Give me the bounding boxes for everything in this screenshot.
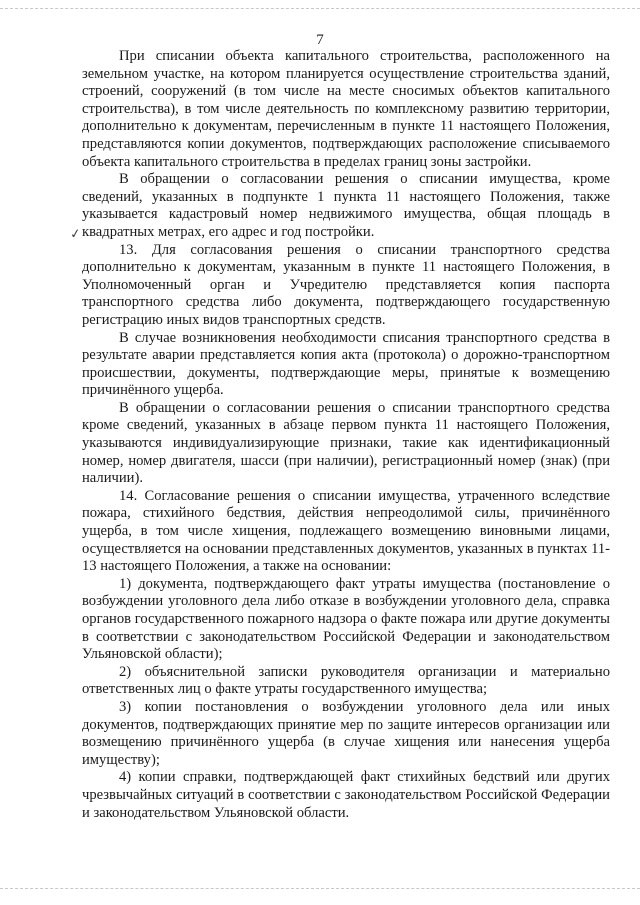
list-item-4: 4) копии справки, подтверждающей факт стихийных бедствий или других чрезвычайных ситуаций в соответствии с законодательством Российской Федерации и законодательством Ульяновской области. [82, 769, 610, 821]
paragraph-item-13: 13. Для согласования решения о списании транспортного средства дополнительно к документам, указанным в пункте 11 настоящего Положения, в Уполномоченный орган и Учредителю представляется копия паспорта транспортного средства либо документа, подтверждающего государственную регистрацию иных видов транспортных средств. [82, 241, 610, 328]
handwritten-check-mark: ✓ [68, 225, 82, 242]
scan-edge-bottom [0, 888, 640, 889]
paragraph-real-estate-request: В обращении о согласовании решения о списании имущества, кроме сведений, указанных в подпункте 1 пункта 11 настоящего Положения, также указывается кадастровый номер недвижимого имущества, общая площадь в квадратных метрах, его адрес и год постройки. [82, 171, 610, 240]
paragraph-item-14: 14. Согласование решения о списании имущества, утраченного вследствие пожара, стихийного бедствия, действия непреодолимой силы, причинённого ущерба, в том числе хищения, подлежащего возмещению виновными лицами, осуществляется на основании представленных документов, указанных в пунктах 11-13 настоящего Положения, а также на основании: [82, 487, 610, 575]
paragraph-capital-construction: При списании объекта капитального строительства, расположенного на земельном участке, на котором планируется осуществление строительства зданий, строений, сооружений (в том числе на месте сносимых объектов капитального строительства), в том числе деятельность по комплексному развитию территории, дополнительно к документам, перечисленным в пункте 11 настоящего Положения, представляются копии документов, подтверждающих расположение списываемого объекта капитального строительства в пределах границ зоны застройки. [82, 48, 610, 170]
document-body [82, 48, 610, 822]
list-item-2: 2) объяснительной записки руководителя организации и материально ответственных лиц о факте утраты государственного имущества; [82, 663, 610, 698]
paragraph-accident: В случае возникновения необходимости списания транспортного средства в результате аварии представляется копия акта (протокола) о дорожно-транспортном происшествии, документы, подтверждающие меры, принятые к возмещению причинённого ущерба. [82, 329, 610, 399]
page-number: 7 [316, 32, 324, 48]
paragraph-vehicle-request: В обращении о согласовании решения о списании транспортного средства кроме сведений, указанных в абзаце первом пункта 11 настоящего Положения, указываются индивидуализирующие признаки, такие как идентификационный номер, номер двигателя, шасси (при наличии), регистрационный номер (знак) (при наличии). [82, 399, 610, 487]
list-item-1: 1) документа, подтверждающего факт утраты имущества (постановление о возбуждении уголовного дела либо отказе в возбуждении уголовного дела, справка органов государственного пожарного надзора о факте пожара или другие документы в соответствии с законодательством Российской Федерации и законодательством Ульяновской области); [82, 575, 610, 663]
list-item-3: 3) копии постановления о возбуждении уголовного дела или иных документов, подтверждающих принятие мер по защите интересов организации или возмещению причинённого ущерба (в случае хищения или нанесения ущерба имуществу); [82, 698, 610, 768]
scan-edge-top [0, 8, 640, 9]
